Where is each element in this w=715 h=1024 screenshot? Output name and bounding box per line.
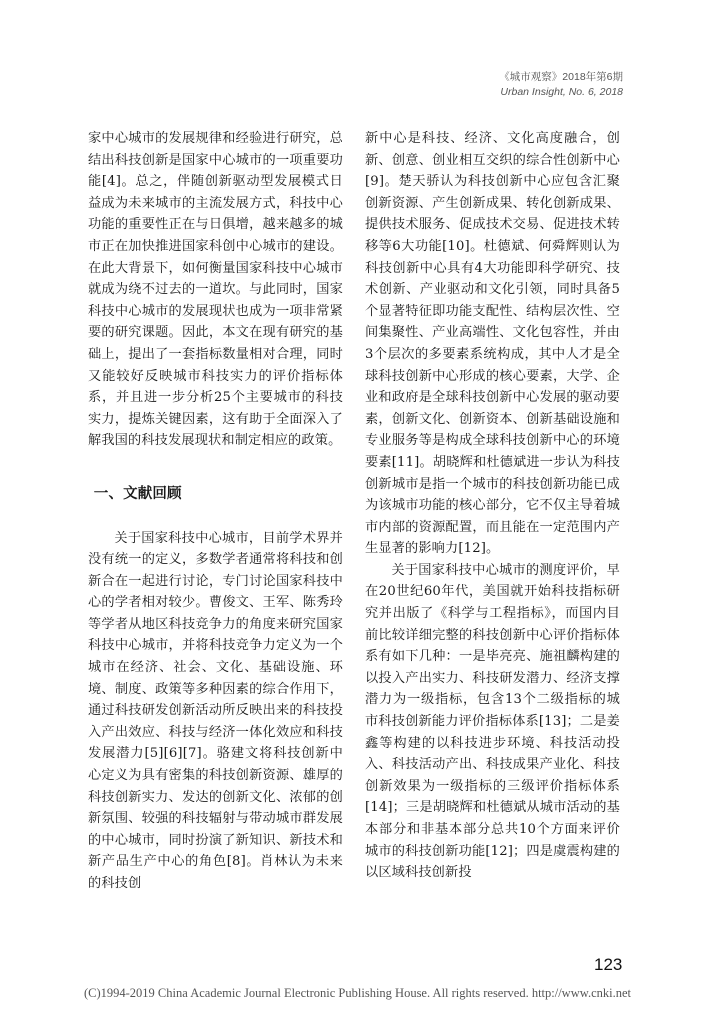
copyright-footer: (C)1994-2019 China Academic Journal Electronic Publishing House. All rights reserved. http://www.cnki.net (83, 986, 631, 1000)
journal-title-en: Urban Insight, No. 6, 2018 (500, 86, 623, 98)
right-paragraph-1: 新中心是科技、经济、文化高度融合，创新、创意、创业相互交织的综合性创新中心[9]。楚天骄认为科技创新中心应包含汇聚创新资源、产生创新成果、转化创新成果、提供技术服务、促成技术交易、促进技术转移等6大功能[10]。杜德斌、何舜辉则认为科技创新中心具有4大功能即科学研究、技术创新、产业驱动和文化引领，同时具备5个显著特征即功能支配性、结构层次性、空间集聚性、产业高端性、文化包容性，并由3个层次的多要素系统构成，其中人才是全球科技创新中心形成的核心要素，大学、企业和政府是全球科技创新中心发展的驱动要素，创新文化、创新资本、创新基础设施和专业服务等是构成全球科技创新中心的环境要素[11]。胡晓辉和杜德斌进一步认为科技创新城市是指一个城市的科技创新功能已成为该城市功能的核心部分，它不仅主导着城市内部的资源配置，而且能在一定范围内产生显著的影响力[12]。 (365, 131, 620, 557)
right-column (365, 128, 620, 884)
section-heading: 一、文献回顾 (93, 485, 182, 502)
journal-header (499, 70, 623, 100)
left-column (88, 128, 343, 895)
left-paragraph-2: 关于国家科技中心城市，目前学术界并没有统一的定义，多数学者通常将科技和创新合在一起进行讨论，专门讨论国家科技中心的学者相对较少。曹俊文、王军、陈秀玲等学者从地区科技竞争力的角度来研究国家科技中心城市，并将科技竞争力定义为一个城市在经济、社会、文化、基础设施、环境、制度、政策等多种因素的综合作用下，通过科技研发创新活动所反映出来的科技投入产出效应、科技与经济一体化效应和科技发展潜力[5][6][7]。骆建文将科技创新中心定义为具有密集的科技创新资源、雄厚的科技创新实力、发达的创新文化、浓郁的创新氛围、较强的科技辐射与带动城市群发展的中心城市，同时扮演了新知识、新技术和新产品生产中心的角色[8]。肖林认为未来的科技创 (88, 530, 343, 891)
journal-title-cn: 《城市观察》2018年第6期 (499, 71, 623, 83)
left-paragraph-1: 家中心城市的发展规律和经验进行研究，总结出科技创新是国家中心城市的一项重要功能[4]。总之，伴随创新驱动型发展模式日益成为未来城市的主流发展方式，科技中心功能的重要性正在与日俱增，越来越多的城市正在加快推进国家科创中心城市的建设。在此大背景下，如何衡量国家科技中心城市就成为绕不过去的一道坎。与此同时，国家科技中心城市的发展现状也成为一项非常紧要的研究课题。因此，本文在现有研究的基础上，提出了一套指标数量相对合理，同时又能较好反映城市科技实力的评价指标体系，并且进一步分析25个主要城市的科技实力，提炼关键因素，这有助于全面深入了解我国的科技发展现状和制定相应的政策。 (88, 131, 343, 449)
right-paragraph-2: 关于国家科技中心城市的测度评价，早在20世纪60年代，美国就开始科技指标研究并出版了《科学与工程指标》，而国内目前比较详细完整的科技创新中心评价指标体系有如下几种：一是毕亮亮、施祖麟构建的以投入产出实力、科技研发潜力、经济支撑潜力为一级指标，包含13个二级指标的城市科技创新能力评价指标体系[13]；二是姜鑫等构建的以科技进步环境、科技活动投入、科技活动产出、科技成果产业化、科技创新效果为一级指标的三级评价指标体系[14]；三是胡晓辉和杜德斌从城市活动的基本部分和非基本部分总共10个方面来评价城市的科技创新功能[12]；四是虞震构建的以区域科技创新投 (365, 562, 620, 881)
page-number: 123 (594, 955, 623, 974)
